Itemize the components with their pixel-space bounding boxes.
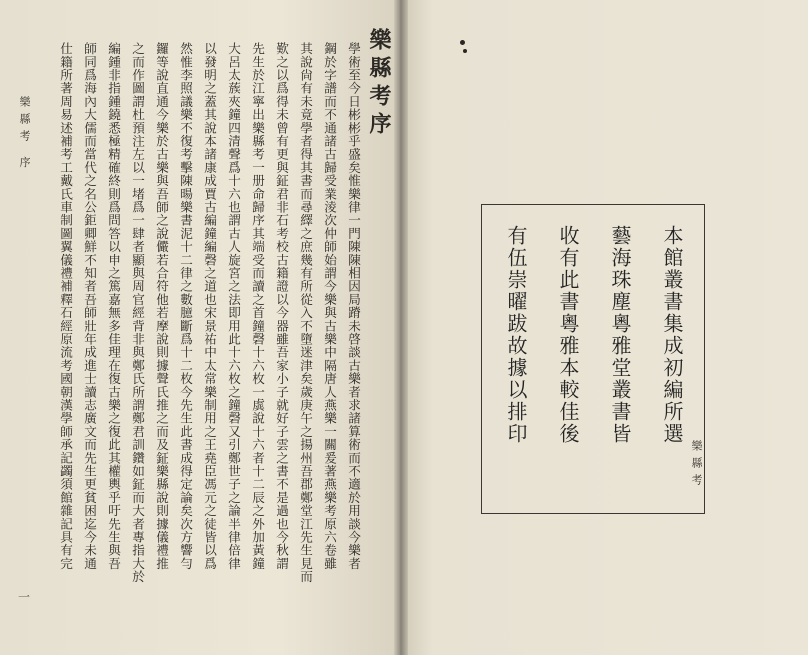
text-column-13: 仕籍所著周易述補考工戴氏車制圖翼儀禮補釋石經原流考國朝漢學師承記蠲須館雜記具有完 (58, 42, 73, 570)
ink-speck (463, 49, 467, 53)
text-column-9: 鑼等說直通今樂於古樂與吾師之說儼若合符他若摩說則據聲氏推之而及鉦樂縣說則據儀禮推 (154, 42, 169, 570)
text-column-2: 鋼於字譜而不通諸古歸受業淩次仲師始謂今樂與古樂中隔唐人燕樂一關爰著燕樂考原六卷雖 (322, 42, 337, 570)
text-column-10: 之而作圖謂杜預注左以一堵爲一肆者顯與周官經背非與鄭氏所謂鄭君訓鑽如鉦而大者專指大於 (130, 42, 145, 584)
colophon-line-4: 有伍崇曜跋故據以排印 (504, 225, 528, 445)
left-page (0, 0, 400, 655)
text-column-3: 其說尙有未竟學者得其書而尋繹之庶幾有所從入不墮迷津矣歲庚午之揚州吾郡鄭堂江先生見而 (298, 42, 313, 584)
running-head-right: 樂縣考 (690, 440, 703, 491)
text-column-4: 歎之以爲得未曾有更與鉦君非石考校古籍證以今器雖吾家小子就好子雲之書不是過也今秋謂 (274, 42, 289, 570)
ink-speck (460, 40, 465, 45)
text-column-8: 然惟李照議樂不復考擊陳暘樂書泥十二律之數臆斷爲十二枚今先生此書成得定論矣次方響勻 (178, 42, 193, 570)
preface-title: 樂縣考序 (366, 28, 392, 140)
colophon-line-3: 收有此書粵雅本較佳後 (556, 225, 580, 445)
book-gutter (394, 0, 408, 655)
page-number: 一 (18, 590, 31, 604)
text-column-11: 編鍾非指鍾鐃悉極精確終則爲問答以申之篤嘉無多佳理在復古樂之復此其權輿乎吁先生與吾 (106, 42, 121, 570)
text-column-6: 大呂太蔟夾鐘四清聲爲十六也謂古人旋宮之法即用此十六枚之鐘磬又引鄭世子之論半律倍律 (226, 42, 241, 570)
text-column-5: 先生於江寧出樂縣考一册命歸序其端受而讀之首鐘磬十六枚一虡說十六者十二辰之外加黃鐘 (250, 42, 265, 570)
colophon-line-2: 藝海珠塵粵雅堂叢書皆 (608, 225, 632, 445)
colophon-line-1: 本館叢書集成初編所選 (660, 225, 684, 445)
text-column-7: 以發明之蓋其說本諸康成賈古編鐘編磬之道也宋景祐中太常樂制用之王堯臣馮元之徒皆以爲 (202, 42, 217, 570)
text-column-12: 師同爲海內大儒而當代之名公鉅卿鮮不知者吾師壯年成進士讀志廣文而先生更貧困迄今未通 (82, 42, 97, 570)
running-head-left: 樂縣考 序 (18, 96, 31, 174)
text-column-1: 學術至今日彬彬乎盛矣惟樂律一門陳陳相因局蹐未啓談古樂者求諸算術而不適於用談今樂者 (346, 42, 361, 570)
colophon-box (481, 204, 705, 514)
